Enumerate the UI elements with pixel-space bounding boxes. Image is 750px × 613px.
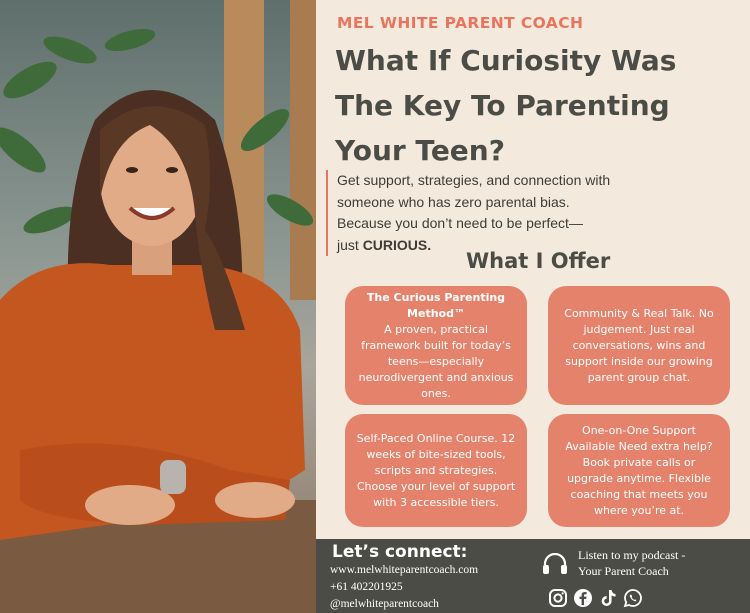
contact-footer — [316, 539, 750, 613]
page-title — [335, 38, 740, 173]
portrait-photo — [0, 0, 316, 613]
intro-line: Get support, strategies, and connection with — [337, 172, 611, 188]
social-handle[interactable]: @melwhiteparentcoach — [330, 598, 439, 610]
intro-prefix: just — [337, 236, 363, 253]
intro-emphasis: CURIOUS. — [362, 236, 432, 253]
headphones-icon — [542, 553, 568, 579]
offer-card-body: Community & Real Talk. No judgement. Just real conversations, wins and support inside our growing parent group chat. — [564, 306, 714, 384]
headline-line: The Key To Parenting — [335, 89, 670, 122]
offer-card-title: Method™ — [407, 306, 465, 320]
brand-name: MEL WHITE PARENT COACH — [337, 14, 584, 32]
intro-text — [326, 170, 737, 256]
headline-line: What If Curiosity Was — [335, 44, 677, 77]
offer-card-body: One-on-One Support Available Need extra help? Book private calls or upgrade anytime. Flexible coaching that meets you where you’re at. — [565, 423, 713, 517]
headline-line: Your Teen? — [335, 134, 505, 167]
offer-card-body: Self-Paced Online Course. 12 weeks of bite-sized tools, scripts and strategies. Choose your level of support with 3 accessible tiers. — [356, 431, 516, 509]
podcast-promo[interactable] — [578, 547, 685, 579]
offer-section-title: What I Offer — [466, 249, 611, 273]
podcast-line: Listen to my podcast - — [578, 548, 686, 562]
whatsapp-icon[interactable] — [623, 588, 643, 612]
offer-card-online-course — [345, 414, 527, 527]
offer-card-curious-method — [345, 286, 527, 405]
connect-title: Let’s connect: — [332, 542, 468, 562]
podcast-line: Your Parent Coach — [578, 564, 669, 578]
offer-card-community — [548, 286, 730, 405]
offer-card-body: A proven, practical framework built for today’s teens—especially neurodivergent and anxious ones. — [358, 322, 514, 400]
phone-number[interactable]: +61 402201925 — [330, 581, 403, 593]
intro-line: Because you don’t need to be perfect— — [337, 215, 583, 231]
offer-card-title: The Curious Parenting — [366, 290, 506, 304]
intro-line: someone who has zero parental bias. — [337, 193, 570, 210]
instagram-icon[interactable] — [548, 588, 568, 612]
social-icons — [548, 588, 643, 612]
website-link[interactable]: www.melwhiteparentcoach.com — [330, 564, 479, 576]
offer-card-one-on-one — [548, 414, 730, 527]
facebook-icon[interactable] — [573, 588, 593, 612]
tiktok-icon[interactable] — [598, 588, 618, 612]
portrait-illustration — [0, 0, 316, 613]
